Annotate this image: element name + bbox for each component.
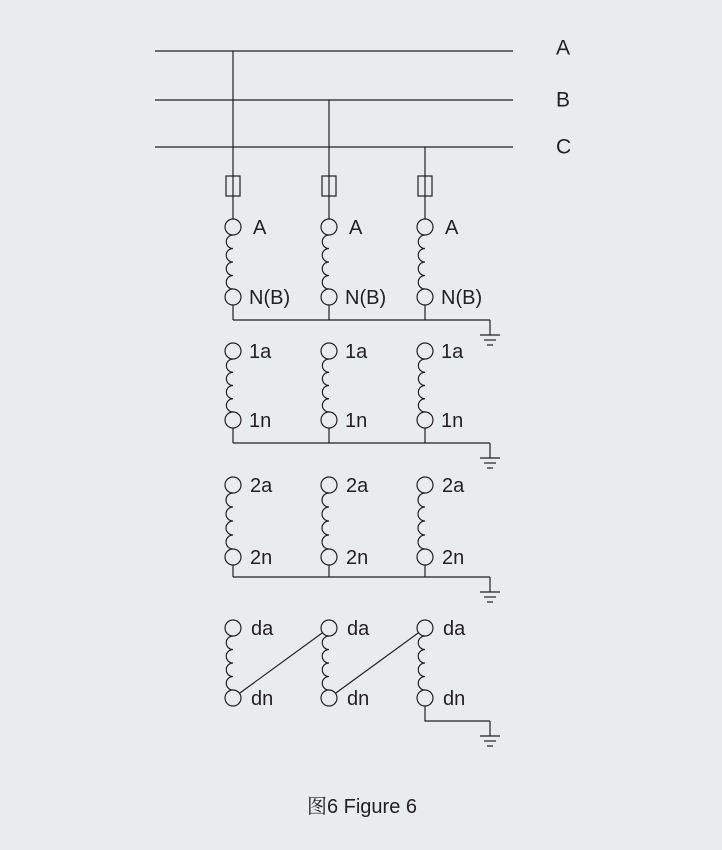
figure-caption: 图6 Figure 6: [306, 796, 418, 818]
secondary2-top-label-2: 2a: [346, 475, 369, 497]
earth-ground-icon: [480, 721, 500, 746]
primary-bottom-label-2: N(B): [345, 287, 387, 309]
phase-b-label: B: [556, 88, 571, 112]
secondary2-winding-unit-1: [225, 475, 273, 577]
secondary1-winding-unit-3: [417, 341, 464, 443]
secondary1-winding-unit-1: [225, 341, 272, 443]
terminal-circle: [225, 343, 241, 359]
secondary1-top-label-3: 1a: [441, 341, 464, 363]
terminal-circle: [321, 690, 337, 706]
open-delta-winding-unit-3: [417, 618, 490, 721]
open-delta-bottom-label-1: dn: [251, 688, 274, 710]
winding-coil-icon: [418, 359, 425, 412]
secondary1-bottom-label-1: 1n: [249, 410, 272, 432]
terminal-circle: [321, 219, 337, 235]
winding-coil-icon: [226, 235, 233, 289]
winding-coil-icon: [322, 636, 329, 690]
primary-top-label-3: A: [445, 217, 459, 239]
primary-winding-unit-2: [321, 217, 386, 320]
winding-coil-icon: [322, 235, 329, 289]
secondary2-top-label-3: 2a: [442, 475, 465, 497]
winding-coil-icon: [418, 235, 425, 289]
phase-c-label: C: [556, 135, 572, 159]
terminal-circle: [417, 289, 433, 305]
earth-ground-icon: [480, 443, 500, 468]
winding-coil-icon: [322, 359, 329, 412]
secondary2-top-label-1: 2a: [250, 475, 273, 497]
primary-winding-unit-1: [225, 217, 290, 320]
secondary2-winding-unit-3: [417, 475, 465, 577]
terminal-circle: [225, 690, 241, 706]
winding-coil-icon: [226, 636, 233, 690]
terminal-circle: [321, 477, 337, 493]
open-delta-bottom-label-3: dn: [443, 688, 466, 710]
winding-coil-icon: [418, 493, 425, 549]
terminal-circle: [417, 219, 433, 235]
open-delta-top-label-1: da: [251, 618, 274, 640]
earth-ground-icon: [480, 577, 500, 602]
secondary2-neutral-bus: [233, 577, 500, 602]
terminal-circle: [225, 219, 241, 235]
winding-coil-icon: [226, 359, 233, 412]
secondary2-bottom-label-3: 2n: [442, 547, 465, 569]
primary-bottom-label-1: N(B): [249, 287, 291, 309]
winding-coil-icon: [226, 493, 233, 549]
phase-a-label: A: [556, 36, 571, 60]
secondary1-winding-unit-2: [321, 341, 368, 443]
secondary1-top-label-2: 1a: [345, 341, 368, 363]
terminal-circle: [417, 412, 433, 428]
secondary1-bottom-label-2: 1n: [345, 410, 368, 432]
secondary2-winding-unit-2: [321, 475, 369, 577]
terminal-circle: [225, 477, 241, 493]
terminal-circle: [225, 412, 241, 428]
terminal-circle: [321, 343, 337, 359]
terminal-circle: [417, 549, 433, 565]
terminal-circle: [321, 289, 337, 305]
terminal-circle: [321, 549, 337, 565]
terminal-circle: [417, 690, 433, 706]
primary-winding-unit-3: [417, 217, 482, 320]
primary-bottom-label-3: N(B): [441, 287, 483, 309]
open-delta-bottom-label-2: dn: [347, 688, 370, 710]
primary-top-label-2: A: [349, 217, 363, 239]
secondary1-neutral-bus: [233, 443, 500, 468]
terminal-circle: [321, 412, 337, 428]
terminal-circle: [417, 343, 433, 359]
open-delta-winding-unit-2: [321, 618, 370, 710]
open-delta-top-label-2: da: [347, 618, 370, 640]
terminal-circle: [417, 477, 433, 493]
secondary2-bottom-label-2: 2n: [346, 547, 369, 569]
terminal-circle: [225, 549, 241, 565]
winding-coil-icon: [322, 493, 329, 549]
terminal-circle: [225, 289, 241, 305]
terminal-circle: [417, 620, 433, 636]
earth-ground-icon: [480, 320, 500, 345]
terminal-circle: [321, 620, 337, 636]
primary-top-label-1: A: [253, 217, 267, 239]
secondary2-bottom-label-1: 2n: [250, 547, 273, 569]
winding-coil-icon: [418, 636, 425, 690]
secondary1-bottom-label-3: 1n: [441, 410, 464, 432]
secondary1-top-label-1: 1a: [249, 341, 272, 363]
open-delta-winding-unit-1: [225, 618, 274, 710]
open-delta-top-label-3: da: [443, 618, 466, 640]
terminal-circle: [225, 620, 241, 636]
